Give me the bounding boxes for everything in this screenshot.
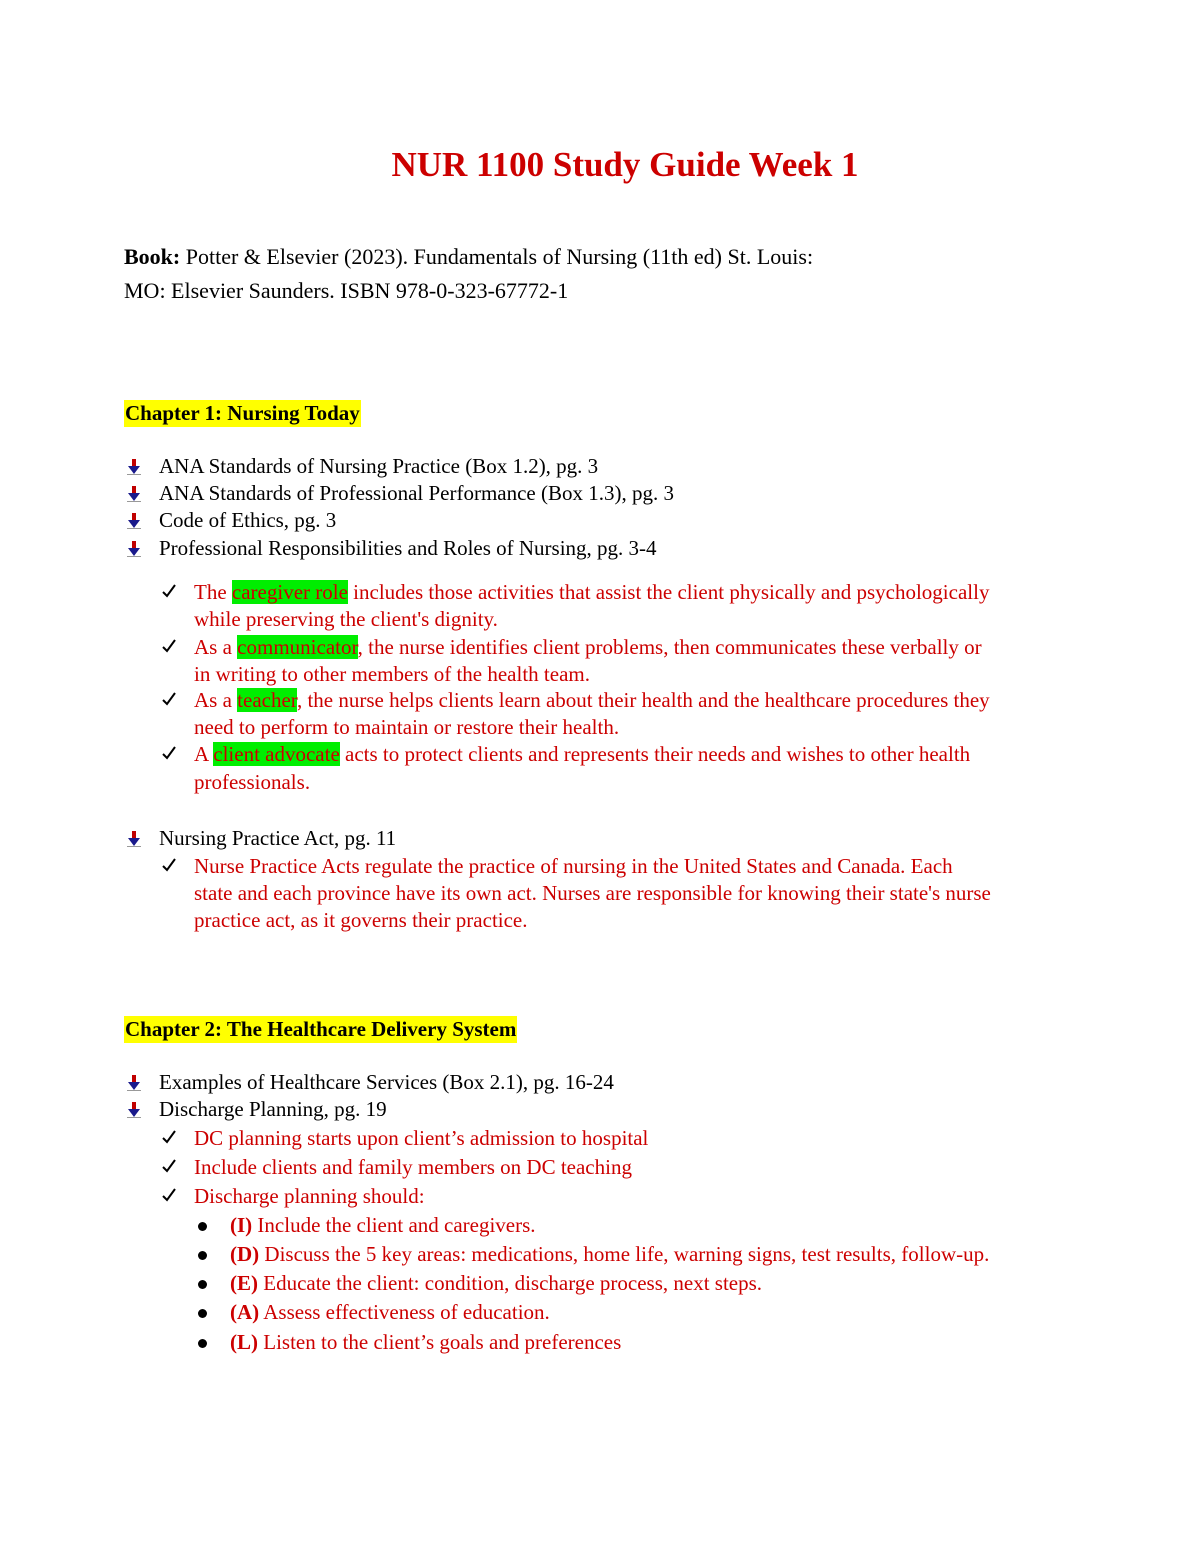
- bullet-dot-icon: [198, 1309, 207, 1318]
- list-item: Code of Ethics, pg. 3: [159, 508, 337, 532]
- ideal-item: (I) Include the client and caregivers.: [230, 1213, 536, 1237]
- ideal-item: (D) Discuss the 5 key areas: medications, home life, warning signs, test results, follow-up.: [230, 1242, 990, 1266]
- bullet-dot-icon: [198, 1280, 207, 1289]
- page-title: NUR 1100 Study Guide Week 1: [391, 145, 859, 184]
- list-item: Professional Responsibilities and Roles of Nursing, pg. 3-4: [159, 536, 657, 560]
- arrow-bullet-icon: [127, 541, 141, 557]
- ideal-item: (E) Educate the client: condition, discharge process, next steps.: [230, 1271, 763, 1295]
- list-item: Nursing Practice Act, pg. 11: [159, 826, 397, 850]
- list-item: ANA Standards of Nursing Practice (Box 1.2), pg. 3: [159, 454, 599, 478]
- check-icon: [161, 857, 177, 873]
- role-client-advocate-cont: professionals.: [194, 770, 311, 794]
- highlight: client advocate: [213, 742, 340, 766]
- highlight: caregiver role: [231, 580, 348, 604]
- npa-note-line: practice act, as it governs their practice.: [194, 908, 528, 932]
- dc-note: Discharge planning should:: [194, 1184, 425, 1208]
- book-label: Book:: [124, 244, 181, 269]
- role-client-advocate: A client advocate acts to protect clients and represents their needs and wishes to other health: [194, 742, 971, 766]
- arrow-bullet-icon: [127, 831, 141, 847]
- arrow-bullet-icon: [127, 486, 141, 502]
- check-icon: [161, 691, 177, 707]
- check-icon: [161, 638, 177, 654]
- book-line-1: Potter & Elsevier (2023). Fundamentals of Nursing (11th ed) St. Louis:: [180, 244, 814, 269]
- highlight: teacher: [237, 688, 297, 712]
- role-communicator-cont: in writing to other members of the health team.: [194, 662, 590, 686]
- arrow-bullet-icon: [127, 1075, 141, 1091]
- role-caregiver-cont: while preserving the client's dignity.: [194, 607, 498, 631]
- chapter-1-heading: Chapter 1: Nursing Today: [125, 401, 360, 425]
- bullet-dot-icon: [198, 1251, 207, 1260]
- npa-note-line: Nurse Practice Acts regulate the practice of nursing in the United States and Canada. Each: [194, 854, 953, 878]
- book-citation: [124, 240, 813, 308]
- role-communicator: As a communicator, the nurse identifies client problems, then communicates these verbally or: [194, 635, 982, 659]
- role-teacher-cont: need to perform to maintain or restore their health.: [194, 715, 620, 739]
- check-icon: [161, 583, 177, 599]
- arrow-bullet-icon: [127, 459, 141, 475]
- check-icon: [161, 1158, 177, 1174]
- check-icon: [161, 1129, 177, 1145]
- chapter-2-heading: Chapter 2: The Healthcare Delivery System: [125, 1017, 517, 1041]
- list-item: Discharge Planning, pg. 19: [159, 1097, 387, 1121]
- arrow-bullet-icon: [127, 1102, 141, 1118]
- highlight: communicator: [237, 635, 358, 659]
- dc-note: Include clients and family members on DC teaching: [194, 1155, 632, 1179]
- check-icon: [161, 1187, 177, 1203]
- check-icon: [161, 745, 177, 761]
- bullet-dot-icon: [198, 1222, 207, 1231]
- list-item: ANA Standards of Professional Performance (Box 1.3), pg. 3: [159, 481, 674, 505]
- role-caregiver: The caregiver role includes those activities that assist the client physically and psychologically: [194, 580, 990, 604]
- ideal-item: (A) Assess effectiveness of education.: [230, 1300, 550, 1324]
- role-teacher: As a teacher, the nurse helps clients learn about their health and the healthcare procedures they: [194, 688, 990, 712]
- arrow-bullet-icon: [127, 513, 141, 529]
- bullet-dot-icon: [198, 1339, 207, 1348]
- list-item: Examples of Healthcare Services (Box 2.1), pg. 16-24: [159, 1070, 614, 1094]
- book-line-2: MO: Elsevier Saunders. ISBN 978-0-323-67772-1: [124, 278, 569, 303]
- ideal-item: (L) Listen to the client’s goals and preferences: [230, 1330, 622, 1354]
- npa-note-line: state and each province have its own act. Nurses are responsible for knowing their state's nurse: [194, 881, 991, 905]
- dc-note: DC planning starts upon client’s admission to hospital: [194, 1126, 649, 1150]
